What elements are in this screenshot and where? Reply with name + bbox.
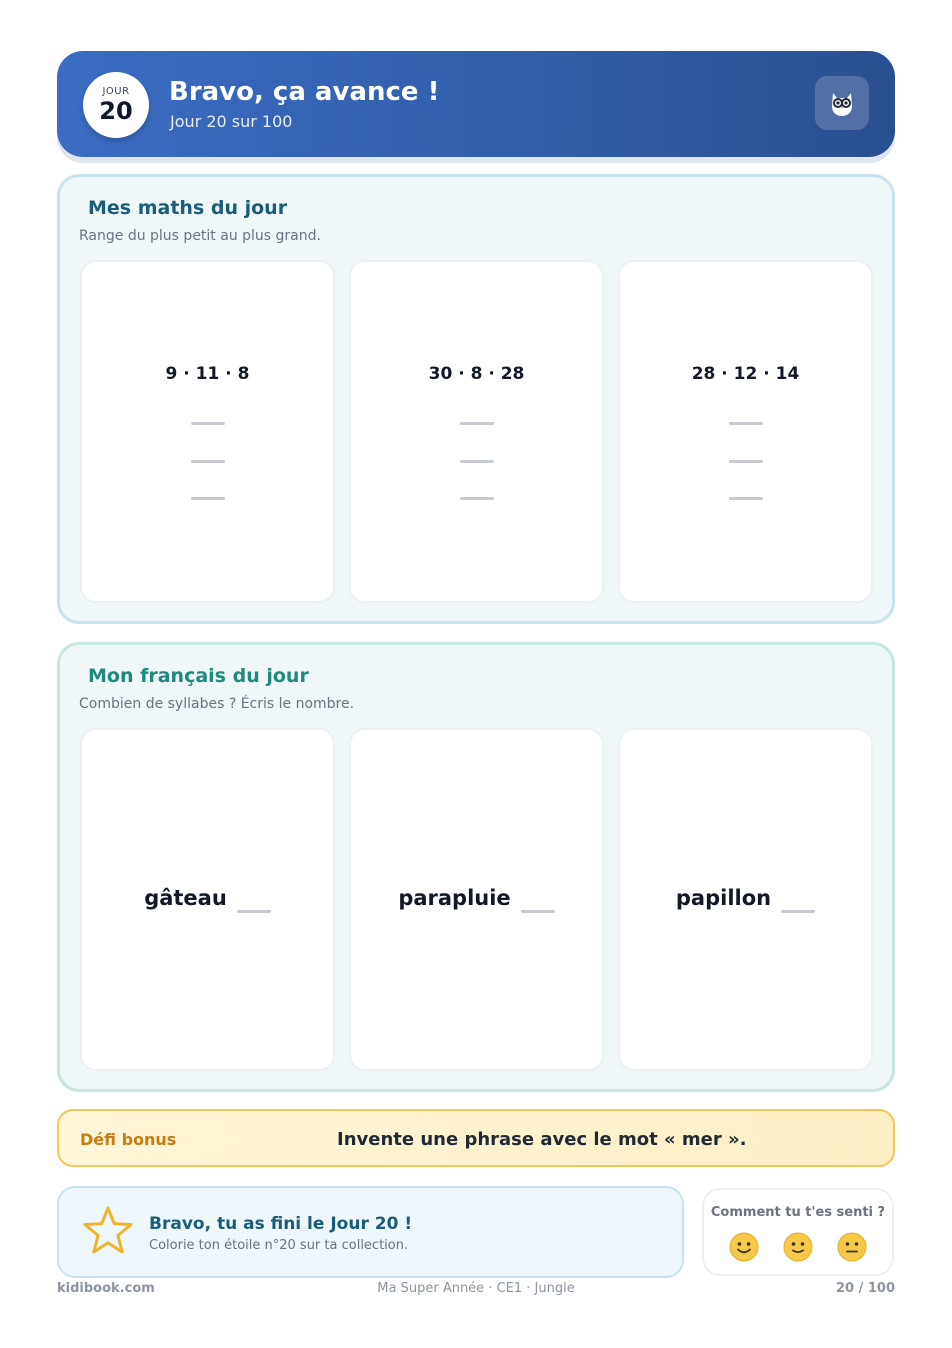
math-card bbox=[618, 260, 873, 603]
number-sequence: 30 · 8 · 28 bbox=[428, 364, 525, 384]
feeling-question: Comment tu t'es senti ? bbox=[710, 1205, 886, 1220]
neutral-face-icon[interactable] bbox=[836, 1231, 868, 1263]
finish-subtitle: Colorie ton étoile n°20 sur ta collection. bbox=[149, 1238, 409, 1253]
math-section bbox=[57, 174, 895, 624]
finish-title: Bravo, tu as fini le Jour 20 ! bbox=[149, 1214, 413, 1234]
finish-banner bbox=[57, 1186, 684, 1278]
owl-icon bbox=[815, 76, 869, 130]
bonus-label: Défi bonus bbox=[80, 1130, 177, 1149]
word-text: parapluie bbox=[398, 886, 511, 910]
syllable-blank[interactable] bbox=[781, 910, 815, 913]
answer-blank[interactable] bbox=[460, 460, 494, 463]
french-section bbox=[57, 642, 895, 1092]
bonus-text: Invente une phrase avec le mot « mer ». bbox=[337, 1129, 747, 1150]
math-card bbox=[80, 260, 335, 603]
answer-blank[interactable] bbox=[460, 422, 494, 425]
day-badge bbox=[83, 72, 149, 138]
star-icon[interactable] bbox=[81, 1204, 135, 1258]
number-sequence: 28 · 12 · 14 bbox=[691, 364, 800, 384]
answer-blank[interactable] bbox=[729, 497, 763, 500]
number-sequence: 9 · 11 · 8 bbox=[165, 364, 250, 384]
page-subtitle: Jour 20 sur 100 bbox=[170, 112, 293, 131]
math-card bbox=[349, 260, 604, 603]
answer-blank[interactable] bbox=[729, 422, 763, 425]
page-title: Bravo, ça avance ! bbox=[169, 77, 440, 107]
footer-book-title: Ma Super Année · CE1 · Jungle bbox=[377, 1281, 575, 1296]
answer-blank[interactable] bbox=[191, 497, 225, 500]
day-number: 20 bbox=[99, 97, 133, 125]
answer-blank[interactable] bbox=[460, 497, 494, 500]
word-card bbox=[80, 728, 335, 1071]
word-card bbox=[349, 728, 604, 1071]
math-title: Mes maths du jour bbox=[88, 197, 288, 219]
word-text: gâteau bbox=[144, 886, 227, 910]
syllable-blank[interactable] bbox=[521, 910, 555, 913]
smile-face-icon[interactable] bbox=[782, 1231, 814, 1263]
footer-site: kidibook.com bbox=[57, 1281, 155, 1296]
answer-blank[interactable] bbox=[191, 422, 225, 425]
day-header bbox=[57, 51, 895, 157]
math-instruction: Range du plus petit au plus grand. bbox=[79, 228, 321, 244]
word-text: papillon bbox=[675, 886, 772, 910]
word-card bbox=[618, 728, 873, 1071]
answer-blank[interactable] bbox=[191, 460, 225, 463]
footer-page-number: 20 / 100 bbox=[835, 1281, 895, 1296]
answer-blank[interactable] bbox=[729, 460, 763, 463]
feeling-check bbox=[702, 1188, 894, 1276]
happy-face-icon[interactable] bbox=[728, 1231, 760, 1263]
bonus-challenge bbox=[57, 1109, 895, 1167]
french-instruction: Combien de syllabes ? Écris le nombre. bbox=[79, 696, 355, 712]
day-label: JOUR bbox=[102, 86, 130, 97]
syllable-blank[interactable] bbox=[237, 910, 271, 913]
french-title: Mon français du jour bbox=[88, 665, 309, 687]
